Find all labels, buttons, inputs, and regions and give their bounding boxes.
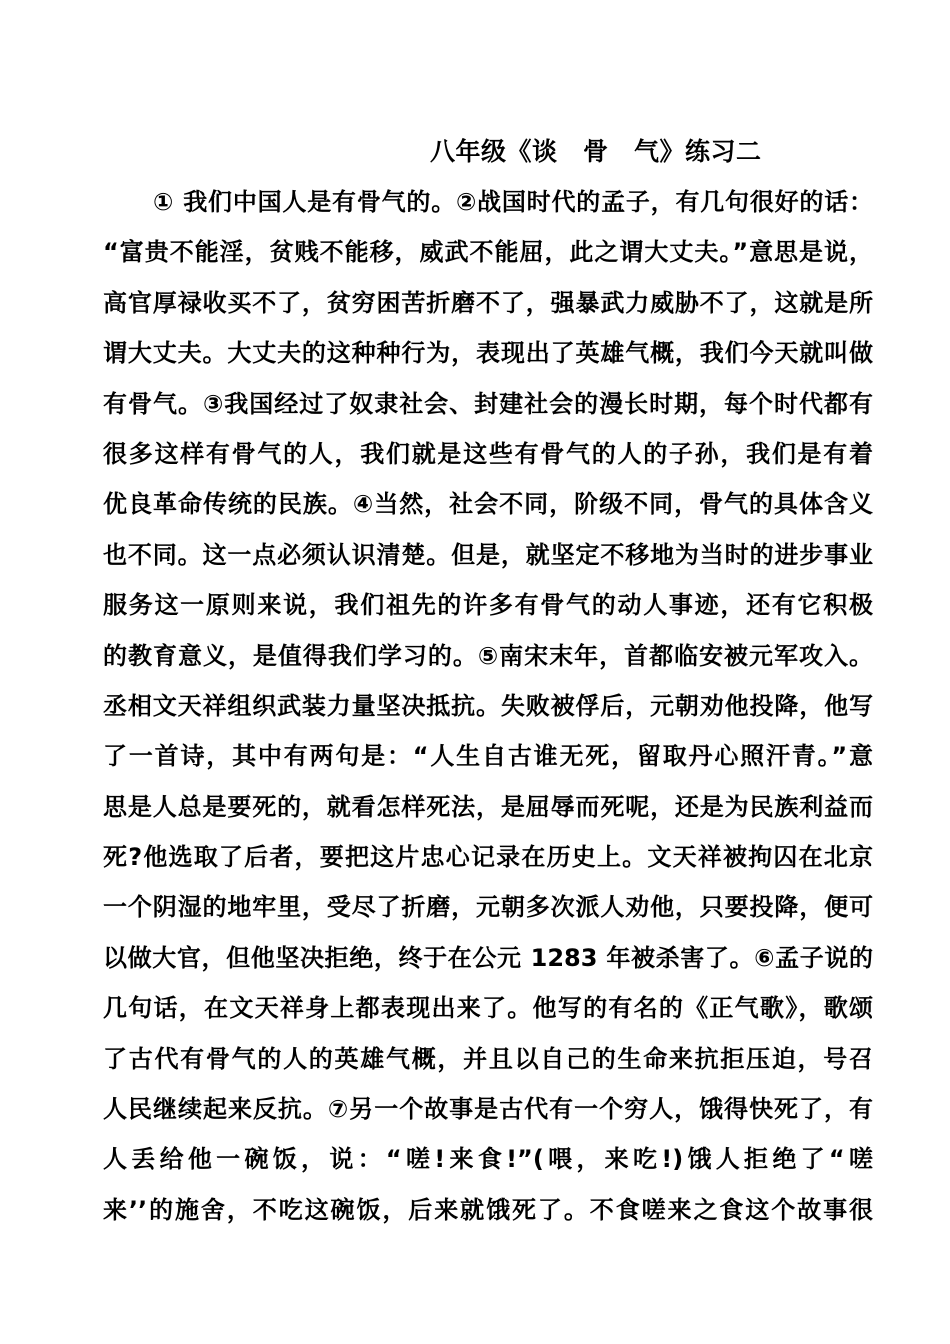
body-line: 思是人总是要死的，就看怎样死法，是屈辱而死呢，还是为民族利益而 (103, 792, 873, 821)
document-body (103, 184, 873, 1242)
body-line: 人丢给他一碗饭，说：“嗟!来食!”(喂，来吃!)饿人拒绝了“嗟 (103, 1145, 873, 1174)
body-line: 服务这一原则来说，我们祖先的许多有骨气的动人事迹，还有它积极 (103, 591, 873, 620)
body-line: 有骨气。③我国经过了奴隶社会、封建社会的漫长时期，每个时代都有 (103, 389, 873, 418)
body-line: 来’’的施舍，不吃这碗饭，后来就饿死了。不食嗟来之食这个故事很 (103, 1195, 873, 1224)
body-line: 了一首诗，其中有两句是：“人生自古谁无死，留取丹心照汗青。”意 (103, 742, 873, 771)
body-line: 一个阴湿的地牢里，受尽了折磨，元朝多次派人劝他，只要投降，便可 (103, 893, 873, 922)
body-line: 以做大官，但他坚决拒绝，终于在公元 1283 年被杀害了。⑥孟子说的 (103, 943, 873, 972)
body-line: 很多这样有骨气的人，我们就是这些有骨气的人的子孙，我们是有着 (103, 439, 873, 468)
body-line: 了古代有骨气的人的英雄气概，并且以自己的生命来抗拒压迫，号召 (103, 1044, 873, 1073)
body-line: “富贵不能淫，贫贱不能移，威武不能屈，此之谓大丈夫。”意思是说， (103, 238, 873, 267)
body-line: 的教育意义，是值得我们学习的。⑤南宋末年，首都临安被元军攻入。 (103, 641, 873, 670)
body-line: 谓大丈夫。大丈夫的这种种行为，表现出了英雄气概，我们今天就叫做 (103, 339, 873, 368)
body-line: 也不同。这一点必须认识清楚。但是，就坚定不移地为当时的进步事业 (103, 540, 873, 569)
body-line: 人民继续起来反抗。⑦另一个故事是古代有一个穷人，饿得快死了，有 (103, 1095, 873, 1124)
body-line: 优良革命传统的民族。④当然，社会不同，阶级不同，骨气的具体含义 (103, 490, 873, 519)
body-line: 高官厚禄收买不了，贫穷困苦折磨不了，强暴武力威胁不了，这就是所 (103, 288, 873, 317)
body-line: 死?他选取了后者，要把这片忠心记录在历史上。文天祥被拘囚在北京 (103, 843, 873, 872)
body-line: 丞相文天祥组织武装力量坚决抵抗。失败被俘后，元朝劝他投降，他写 (103, 691, 873, 720)
body-line: ① 我们中国人是有骨气的。②战国时代的孟子，有几句很好的话： (153, 188, 873, 216)
document-title: 八年级《谈 骨 气》练习二 (430, 137, 762, 166)
body-line: 几句话，在文天祥身上都表现出来了。他写的有名的《正气歌》，歌颂 (103, 994, 873, 1023)
